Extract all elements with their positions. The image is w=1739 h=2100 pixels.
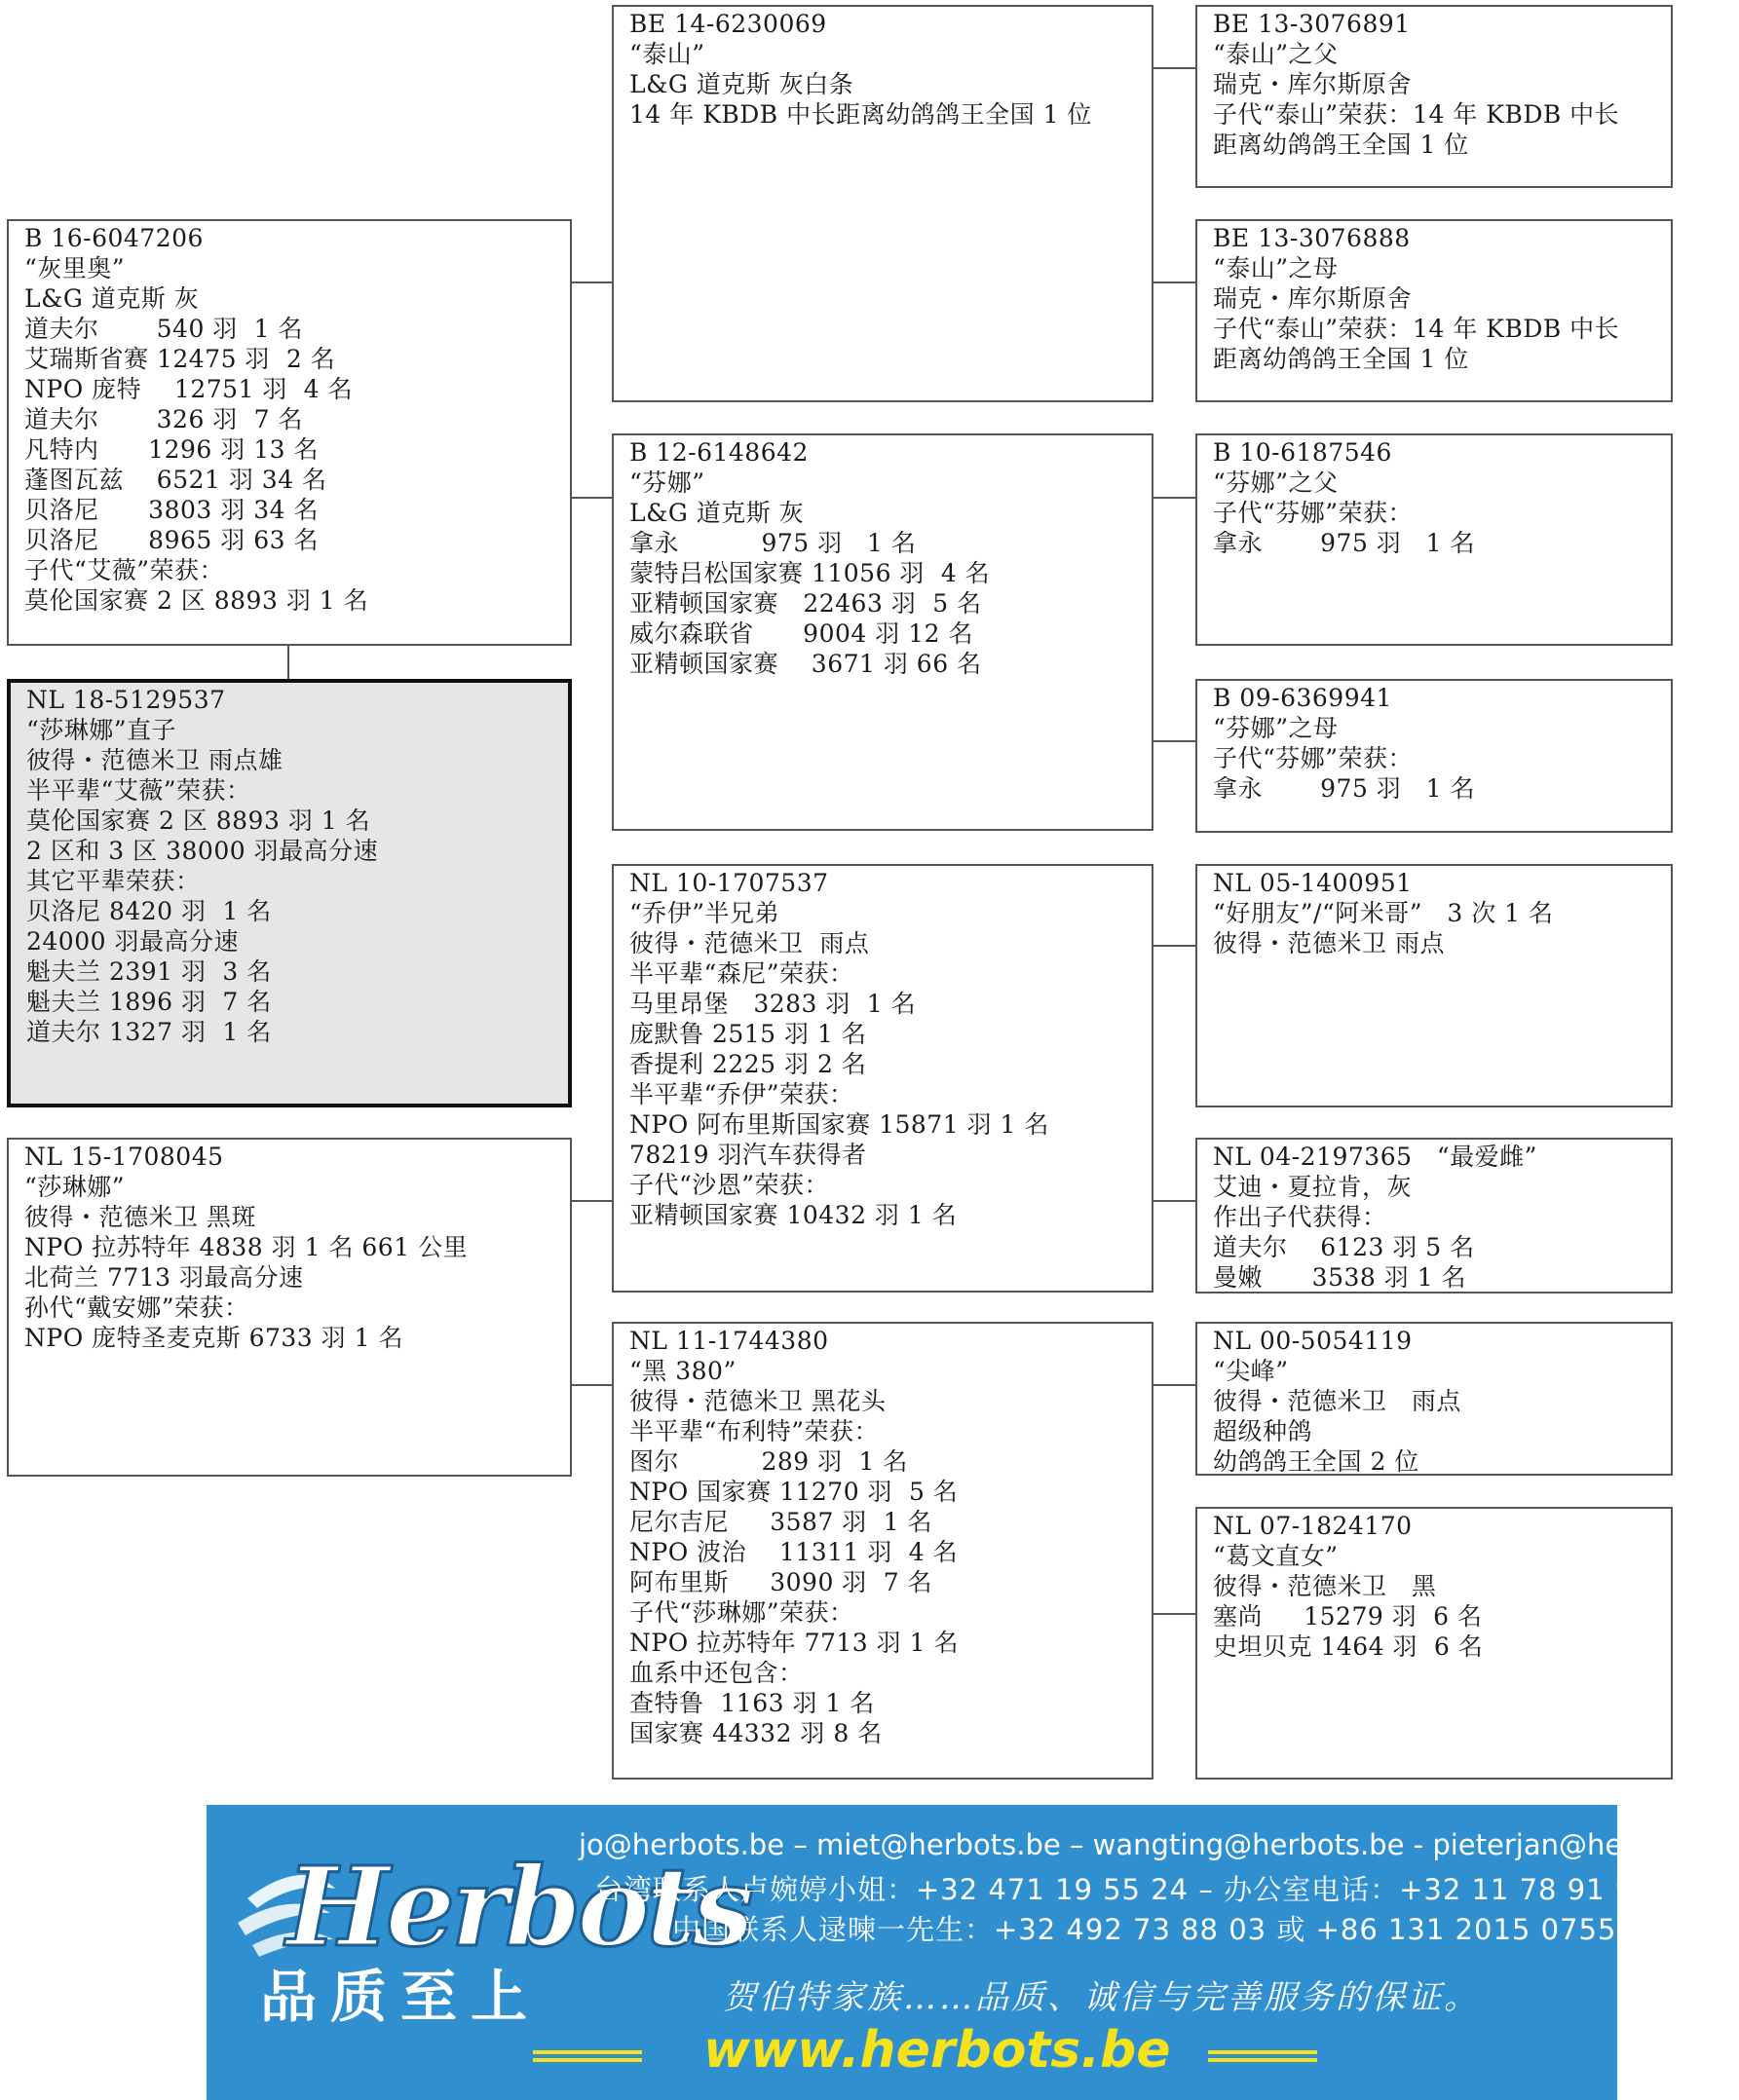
card-line: NL 10-1707537: [629, 869, 829, 897]
card-line: BE 13-3076891: [1213, 10, 1411, 38]
card-line: 彼得・范德米卫 黑斑: [24, 1203, 256, 1231]
card-line: 瑞克・库尔斯原舍: [1213, 284, 1413, 313]
card-line: NPO 庞特圣麦克斯 6733 羽 1 名: [24, 1324, 403, 1352]
card-line: 道夫尔 1327 羽 1 名: [26, 1018, 272, 1046]
card-line: 曼嫩 3538 羽 1 名: [1213, 1263, 1467, 1292]
card-line: B 12-6148642: [629, 438, 809, 467]
card-line: 半平辈“布利特”荣获：: [629, 1417, 880, 1445]
card-line: 彼得・范德米卫 雨点: [1213, 929, 1445, 957]
card-line: “泰山”之父: [1213, 40, 1339, 68]
connector: [1153, 740, 1196, 742]
card-line: NL 11-1744380: [629, 1327, 829, 1355]
card-line: “莎琳娜”直子: [26, 716, 177, 744]
card-line: 亚精顿国家赛 10432 羽 1 名: [629, 1201, 958, 1229]
card-line: 子代“泰山”荣获：14 年 KBDB 中长: [1213, 100, 1620, 129]
card-line: NPO 国家赛 11270 羽 5 名: [629, 1478, 959, 1506]
card-line: 子代“艾薇”荣获：: [24, 556, 225, 584]
card-line: 拿永 975 羽 1 名: [1213, 774, 1475, 803]
card-line: 其它平辈荣获：: [26, 867, 201, 895]
card-line: 半平辈“乔伊”荣获：: [629, 1080, 854, 1108]
card-line: “尖峰”: [1213, 1357, 1289, 1385]
card-line: 史坦贝克 1464 羽 6 名: [1213, 1632, 1484, 1661]
card-line: NPO 波治 11311 羽 4 名: [629, 1538, 959, 1566]
card-line: 作出子代获得：: [1213, 1203, 1387, 1231]
card-line: 距离幼鸽鸽王全国 1 位: [1213, 345, 1469, 373]
card-line: B 10-6187546: [1213, 438, 1392, 467]
decorative-rule: [533, 2058, 642, 2062]
card-line: 蒙特吕松国家赛 11056 羽 4 名: [629, 559, 991, 587]
connector: [570, 281, 613, 283]
card-line: 魁夫兰 1896 羽 7 名: [26, 988, 272, 1016]
card-line: 半平辈“森尼”荣获：: [629, 959, 854, 988]
card-line: 亚精顿国家赛 3671 羽 66 名: [629, 650, 982, 678]
pedigree-card-dam: [7, 1138, 572, 1477]
card-line: 蓬图瓦兹 6521 羽 34 名: [24, 466, 327, 494]
card-line: 道夫尔 540 羽 1 名: [24, 315, 304, 343]
connector: [1153, 281, 1196, 283]
card-line: NL 07-1824170: [1213, 1512, 1413, 1540]
pedigree-card-dsd: [1195, 1138, 1673, 1294]
china-contact: 中国联系人逯暕一先生：+32 492 73 88 03 或 +86 131 2015 0755: [672, 1913, 1617, 1946]
card-line: L&G 道克斯 灰白条: [629, 70, 854, 98]
connector: [1153, 67, 1196, 69]
card-line: 半平辈“艾薇”荣获：: [26, 776, 251, 805]
card-line: BE 13-3076888: [1213, 224, 1411, 252]
pedigree-card-subject: [7, 679, 572, 1107]
connector: [1153, 945, 1196, 947]
taiwan-contact: 台湾联系人卢婉婷小姐：+32 471 19 55 24 – 办公室电话：+32 11 78 91 90: [594, 1873, 1653, 1906]
pedigree-card-sdd: [1195, 679, 1673, 833]
pedigree-card-ssd: [1195, 219, 1673, 402]
connector: [1153, 497, 1196, 499]
card-line: 78219 羽汽车获得者: [629, 1141, 867, 1169]
card-line: 彼得・范德米卫 雨点: [1213, 1387, 1461, 1415]
card-line: NL 18-5129537: [26, 686, 226, 714]
card-line: 北荷兰 7713 羽最高分速: [24, 1263, 304, 1292]
tagline: 贺伯特家族……品质、诚信与完善服务的保证。: [723, 1978, 1480, 2017]
card-line: “芬娜”之父: [1213, 469, 1339, 497]
card-line: 凡特内 1296 羽 13 名: [24, 435, 319, 464]
card-line: 瑞克・库尔斯原舍: [1213, 70, 1413, 98]
card-line: 道夫尔 326 羽 7 名: [24, 405, 304, 433]
card-line: 贝洛尼 8420 羽 1 名: [26, 897, 272, 925]
card-line: “泰山”: [629, 40, 705, 68]
card-line: 彼得・范德米卫 黑: [1213, 1572, 1437, 1600]
decorative-rule: [1208, 2050, 1317, 2054]
card-line: 子代“芬娜”荣获：: [1213, 744, 1414, 772]
card-line: 彼得・范德米卫 雨点雄: [26, 746, 284, 774]
card-line: 子代“莎琳娜”荣获：: [629, 1598, 854, 1627]
card-line: 庞默鲁 2515 羽 1 名: [629, 1020, 867, 1048]
pedigree-card-sire: [7, 219, 572, 646]
card-line: 图尔 289 羽 1 名: [629, 1447, 908, 1476]
card-line: 艾迪・夏拉肯，灰: [1213, 1173, 1413, 1201]
website-link[interactable]: www.herbots.be: [703, 2021, 1171, 2080]
pedigree-card-sss: [1195, 5, 1673, 188]
card-line: 拿永 975 羽 1 名: [629, 529, 917, 557]
card-line: 彼得・范德米卫 雨点: [629, 929, 870, 957]
card-line: BE 14-6230069: [629, 10, 827, 38]
card-line: “灰里奥”: [24, 254, 126, 282]
card-line: B 09-6369941: [1213, 684, 1392, 712]
card-line: NPO 庞特 12751 羽 4 名: [24, 375, 354, 403]
pedigree-card-sds: [1195, 433, 1673, 646]
card-line: 查特鲁 1163 羽 1 名: [629, 1689, 875, 1717]
card-line: NPO 阿布里斯国家赛 15871 羽 1 名: [629, 1110, 1049, 1139]
connector: [1153, 1384, 1196, 1386]
card-line: 拿永 975 羽 1 名: [1213, 529, 1475, 557]
card-line: 阿布里斯 3090 羽 7 名: [629, 1568, 933, 1596]
card-line: NL 05-1400951: [1213, 869, 1413, 897]
card-line: “芬娜”之母: [1213, 714, 1339, 742]
pedigree-card-sire-dam: [612, 433, 1153, 831]
svg-text:Herbots: Herbots: [286, 1844, 750, 1971]
card-line: 香提利 2225 羽 2 名: [629, 1050, 867, 1078]
slogan: 品质至上: [260, 1964, 542, 2030]
card-line: NPO 拉苏特年 4838 羽 1 名 661 公里: [24, 1233, 469, 1261]
card-line: 塞尚 15279 羽 6 名: [1213, 1602, 1483, 1631]
card-line: NL 04-2197365 “最爱雌”: [1213, 1143, 1537, 1171]
pedigree-card-ddd: [1195, 1507, 1673, 1780]
connector: [570, 497, 613, 499]
card-line: 子代“芬娜”荣获：: [1213, 499, 1414, 527]
card-line: 血系中还包含：: [629, 1659, 804, 1687]
decorative-rule: [1208, 2058, 1317, 2062]
card-line: 贝洛尼 3803 羽 34 名: [24, 496, 319, 524]
card-line: “泰山”之母: [1213, 254, 1339, 282]
card-line: 魁夫兰 2391 羽 3 名: [26, 957, 272, 986]
pedigree-card-dam-sire: [612, 864, 1153, 1293]
card-line: 国家赛 44332 羽 8 名: [629, 1719, 883, 1747]
card-line: 子代“泰山”荣获：14 年 KBDB 中长: [1213, 315, 1620, 343]
pedigree-card-sire-sire: [612, 5, 1153, 402]
card-line: NL 00-5054119: [1213, 1327, 1413, 1355]
connector: [1153, 1613, 1196, 1615]
card-line: 尼尔吉尼 3587 羽 1 名: [629, 1508, 933, 1536]
card-line: NPO 拉苏特年 7713 羽 1 名: [629, 1629, 959, 1657]
pedigree-card-dam-dam: [612, 1322, 1153, 1780]
card-line: 马里昂堡 3283 羽 1 名: [629, 990, 917, 1018]
card-line: 贝洛尼 8965 羽 63 名: [24, 526, 319, 554]
card-line: 2 区和 3 区 38000 羽最高分速: [26, 837, 379, 865]
card-line: 孙代“戴安娜”荣获：: [24, 1294, 249, 1322]
pedigree-card-dss: [1195, 864, 1673, 1107]
card-line: 道夫尔 6123 羽 5 名: [1213, 1233, 1475, 1261]
card-line: “葛文直女”: [1213, 1542, 1339, 1570]
card-line: “好朋友”/“阿米哥” 3 次 1 名: [1213, 899, 1554, 927]
card-line: L&G 道克斯 灰: [629, 499, 805, 527]
connector: [287, 646, 289, 679]
card-line: “莎琳娜”: [24, 1173, 126, 1201]
contact-banner: [207, 1805, 1739, 2100]
card-line: 莫伦国家赛 2 区 8893 羽 1 名: [24, 586, 369, 615]
card-line: 24000 羽最高分速: [26, 927, 239, 956]
card-line: 子代“沙恩”荣获：: [629, 1171, 830, 1199]
card-line: B 16-6047206: [24, 224, 204, 252]
contact-emails: jo@herbots.be – miet@herbots.be – wangting@herbots.be - pieterjan@herbots.be: [579, 1828, 1739, 1861]
card-line: 亚精顿国家赛 22463 羽 5 名: [629, 589, 982, 618]
card-line: 14 年 KBDB 中长距离幼鸽鸽王全国 1 位: [629, 100, 1092, 129]
card-line: 威尔森联省 9004 羽 12 名: [629, 619, 973, 648]
card-line: 艾瑞斯省赛 12475 羽 2 名: [24, 345, 336, 373]
connector: [570, 1384, 613, 1386]
card-line: “芬娜”: [629, 469, 705, 497]
card-line: 莫伦国家赛 2 区 8893 羽 1 名: [26, 806, 371, 835]
connector: [1153, 1200, 1196, 1202]
card-line: 距离幼鸽鸽王全国 1 位: [1213, 131, 1469, 159]
decorative-rule: [533, 2050, 642, 2054]
card-line: “黑 380”: [629, 1357, 737, 1385]
card-line: NL 15-1708045: [24, 1143, 224, 1171]
pedigree-card-dds: [1195, 1322, 1673, 1476]
card-line: 幼鸽鸽王全国 2 位: [1213, 1447, 1419, 1476]
card-line: L&G 道克斯 灰: [24, 284, 200, 313]
card-line: 超级种鸽: [1213, 1417, 1313, 1445]
card-line: “乔伊”半兄弟: [629, 899, 780, 927]
card-line: 彼得・范德米卫 黑花头: [629, 1387, 887, 1415]
connector: [570, 1200, 613, 1202]
